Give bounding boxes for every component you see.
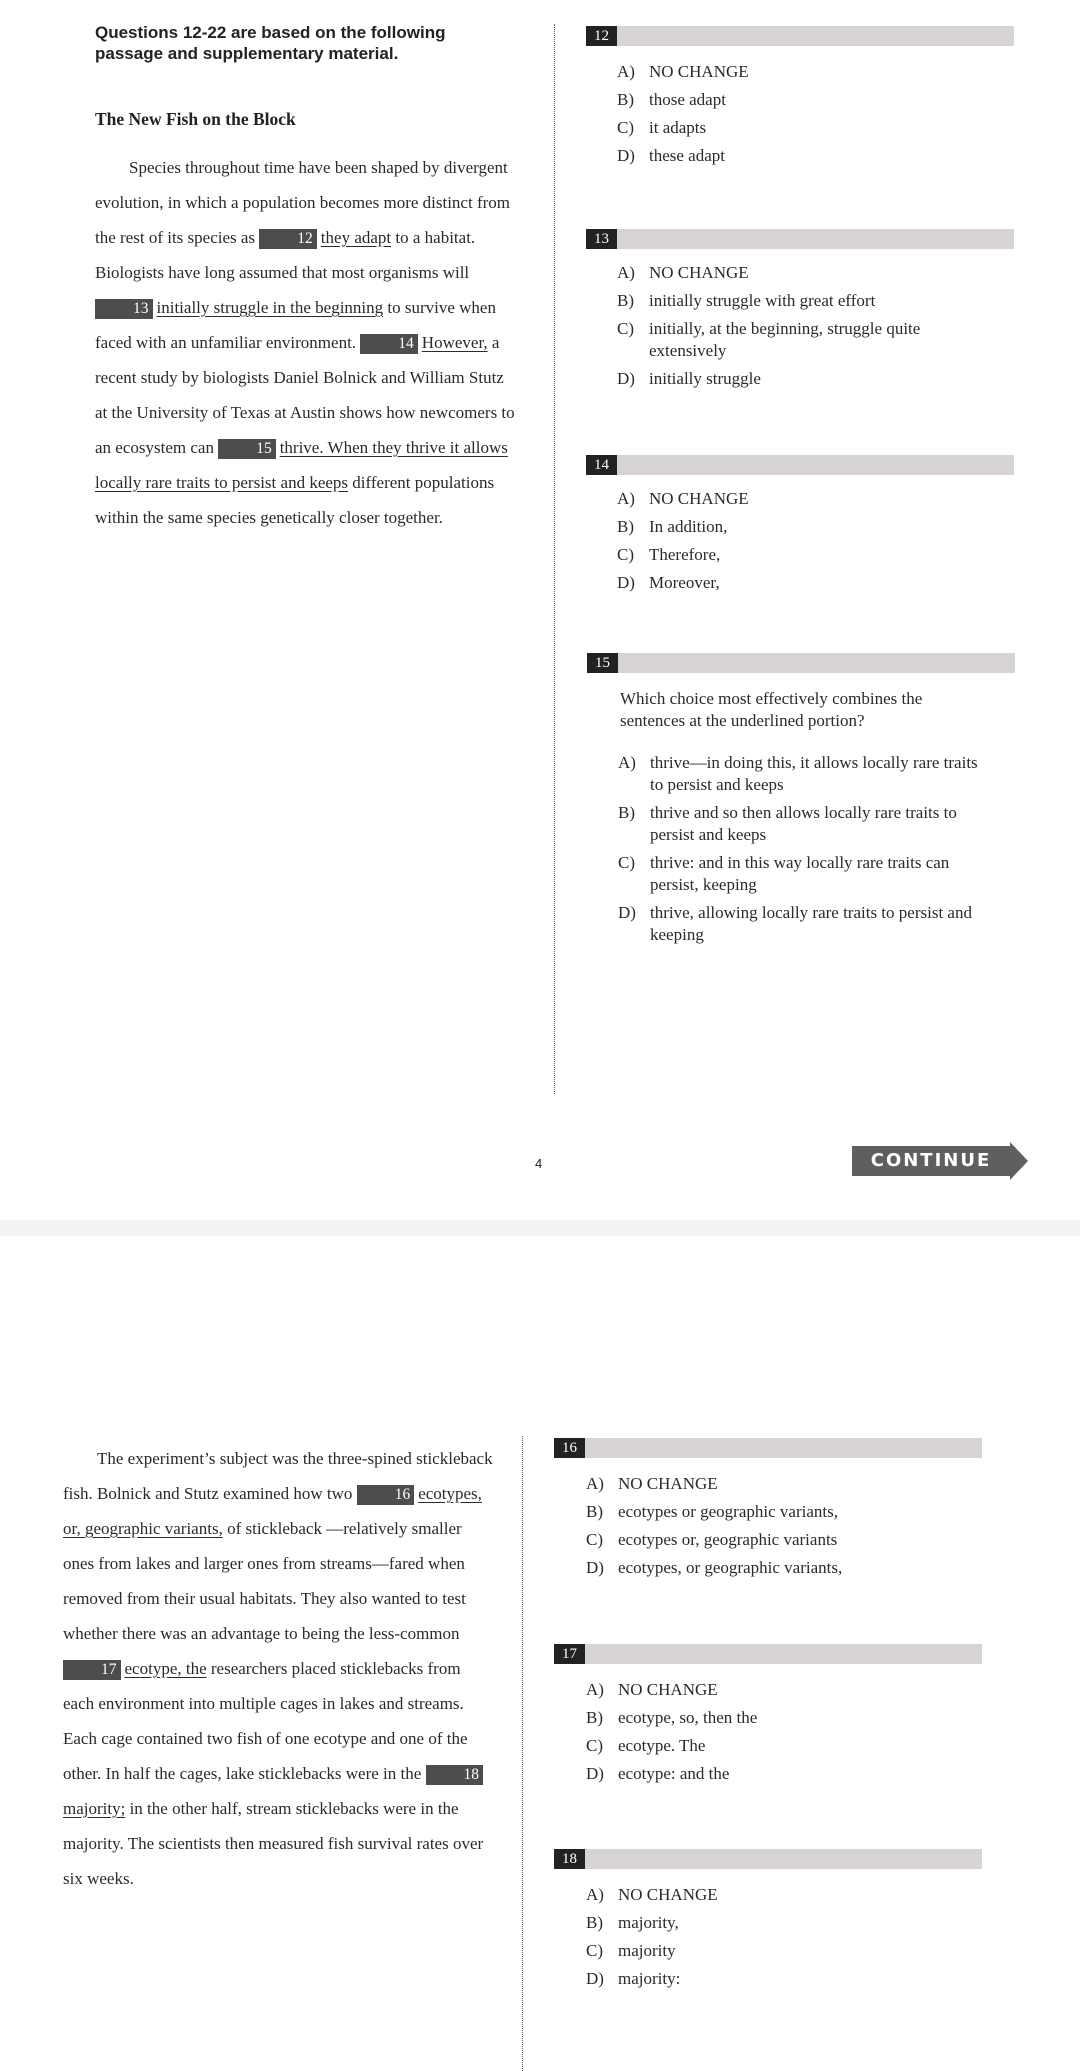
option-13-c[interactable]: C) initially, at the beginning, struggle quite extensively <box>617 319 921 360</box>
option-13-d[interactable]: D) initially struggle <box>617 369 761 388</box>
option-17-b[interactable]: B) ecotype, so, then the <box>586 1708 758 1727</box>
section-heading: Questions 12-22 are based on the following passage and supplementary material. <box>95 23 446 63</box>
question-marker-16[interactable]: 16 <box>357 1485 415 1505</box>
question-number-17: 17 <box>554 1644 585 1664</box>
option-13-a[interactable]: A) NO CHANGE <box>617 263 749 282</box>
question-header-16 <box>554 1438 982 1458</box>
underlined-portion-15: thrive. When they thrive it allows locally rare traits to persist and keeps <box>95 438 508 492</box>
underlined-portion-16: ecotypes, or, geographic variants, <box>63 1484 482 1538</box>
question-header-12 <box>586 26 1014 46</box>
continue-label: CONTINUE <box>852 1146 1010 1176</box>
options-14 <box>617 488 1007 600</box>
option-14-c[interactable]: C) Therefore, <box>617 545 721 564</box>
question-header-13 <box>586 229 1014 249</box>
option-18-a[interactable]: A) NO CHANGE <box>586 1885 718 1904</box>
passage-text: Species throughout time have been shaped by divergent evolution, in which a population becomes more distinct from the rest of its species as 12 they adapt to a habitat. Biologists have long assumed that most organisms will 13 initially struggle in the beginning to survive when faced with an unfamiliar environment. 14 However, a recent study by biologists Daniel Bolnick and William Stutz at the University of Texas at Austin shows how newcomers to an ecosystem can 15 thrive. When they thrive it allows locally rare traits to persist and keeps different populations within the same species genetically closer together. <box>95 158 515 527</box>
column-divider <box>554 24 555 1094</box>
question-marker-17[interactable]: 17 <box>63 1660 121 1680</box>
option-14-d[interactable]: D) Moreover, <box>617 573 720 592</box>
option-12-c[interactable]: C) it adapts <box>617 118 707 137</box>
option-17-a[interactable]: A) NO CHANGE <box>586 1680 718 1699</box>
option-15-a[interactable]: A) thrive—in doing this, it allows locally rare traits to persist and keeps <box>618 753 978 794</box>
option-16-b[interactable]: B) ecotypes or geographic variants, <box>586 1502 838 1521</box>
option-18-c[interactable]: C) majority <box>586 1941 676 1960</box>
option-16-a[interactable]: A) NO CHANGE <box>586 1474 718 1493</box>
question-marker-12[interactable]: 12 <box>259 229 317 249</box>
option-17-d[interactable]: D) ecotype: and the <box>586 1764 730 1783</box>
options-17 <box>586 1679 976 1791</box>
option-15-b[interactable]: B) thrive and so then allows locally rare traits to persist and keeps <box>618 803 957 844</box>
option-18-b[interactable]: B) majority, <box>586 1913 679 1932</box>
arrow-right-icon <box>1010 1142 1028 1180</box>
options-12 <box>617 61 1007 173</box>
question-stem-15: Which choice most effectively combines the sentences at the underlined portion? <box>620 689 923 730</box>
option-15-c[interactable]: C) thrive: and in this way locally rare traits can persist, keeping <box>618 853 950 894</box>
option-18-d[interactable]: D) majority: <box>586 1969 681 1988</box>
page-5 <box>0 1236 1080 2071</box>
option-12-b[interactable]: B) those adapt <box>617 90 726 109</box>
underlined-portion-18: majority; <box>63 1799 126 1818</box>
question-marker-14[interactable]: 14 <box>360 334 418 354</box>
underlined-portion-14: However, <box>421 333 488 352</box>
option-16-c[interactable]: C) ecotypes or, geographic variants <box>586 1530 838 1549</box>
options-16 <box>586 1473 976 1585</box>
option-12-d[interactable]: D) these adapt <box>617 146 725 165</box>
page-number: 4 <box>535 1156 543 1171</box>
option-13-b[interactable]: B) initially struggle with great effort <box>617 291 876 310</box>
options-15 <box>618 752 988 952</box>
question-header-18 <box>554 1849 982 1869</box>
question-header-14 <box>586 455 1014 475</box>
underlined-portion-17: ecotype, the <box>124 1659 207 1678</box>
question-number-15: 15 <box>587 653 618 673</box>
option-16-d[interactable]: D) ecotypes, or geographic variants, <box>586 1558 843 1577</box>
question-header-17 <box>554 1644 982 1664</box>
question-number-16: 16 <box>554 1438 585 1458</box>
passage-title: The New Fish on the Block <box>95 109 296 129</box>
options-13 <box>617 262 972 396</box>
column-divider <box>522 1436 523 2071</box>
question-number-14: 14 <box>586 455 617 475</box>
passage-text-continued: The experiment’s subject was the three-spined stickleback fish. Bolnick and Stutz examined how two 16 ecotypes, or, geographic variants, of stickleback —relatively smaller ones from lakes and larger ones from streams—fared when removed from their usual habitats. They also wanted to test whether there was an advantage to being the less-common 17 ecotype, the researchers placed sticklebacks from each environment into multiple cages in lakes and streams. Each cage contained two fish of one ecotype and one of the other. In half the cages, lake sticklebacks were in the 18majority; in the other half, stream sticklebacks were in the majority. The scientists then measured fish survival rates over six weeks. <box>63 1449 493 1888</box>
option-14-b[interactable]: B) In addition, <box>617 517 728 536</box>
question-header-15 <box>587 653 1015 673</box>
option-14-a[interactable]: A) NO CHANGE <box>617 489 749 508</box>
underlined-portion-12: they adapt <box>320 228 392 247</box>
question-marker-18[interactable]: 18 <box>426 1765 484 1785</box>
question-marker-15[interactable]: 15 <box>218 439 276 459</box>
question-number-18: 18 <box>554 1849 585 1869</box>
question-number-13: 13 <box>586 229 617 249</box>
option-17-c[interactable]: C) ecotype. The <box>586 1736 706 1755</box>
page-gap <box>0 1220 1080 1236</box>
options-18 <box>586 1884 976 1996</box>
option-12-a[interactable]: A) NO CHANGE <box>617 62 749 81</box>
question-marker-13[interactable]: 13 <box>95 299 153 319</box>
option-15-d[interactable]: D) thrive, allowing locally rare traits to persist and keeping <box>618 903 972 944</box>
question-number-12: 12 <box>586 26 617 46</box>
underlined-portion-13: initially struggle in the beginning <box>156 298 384 317</box>
